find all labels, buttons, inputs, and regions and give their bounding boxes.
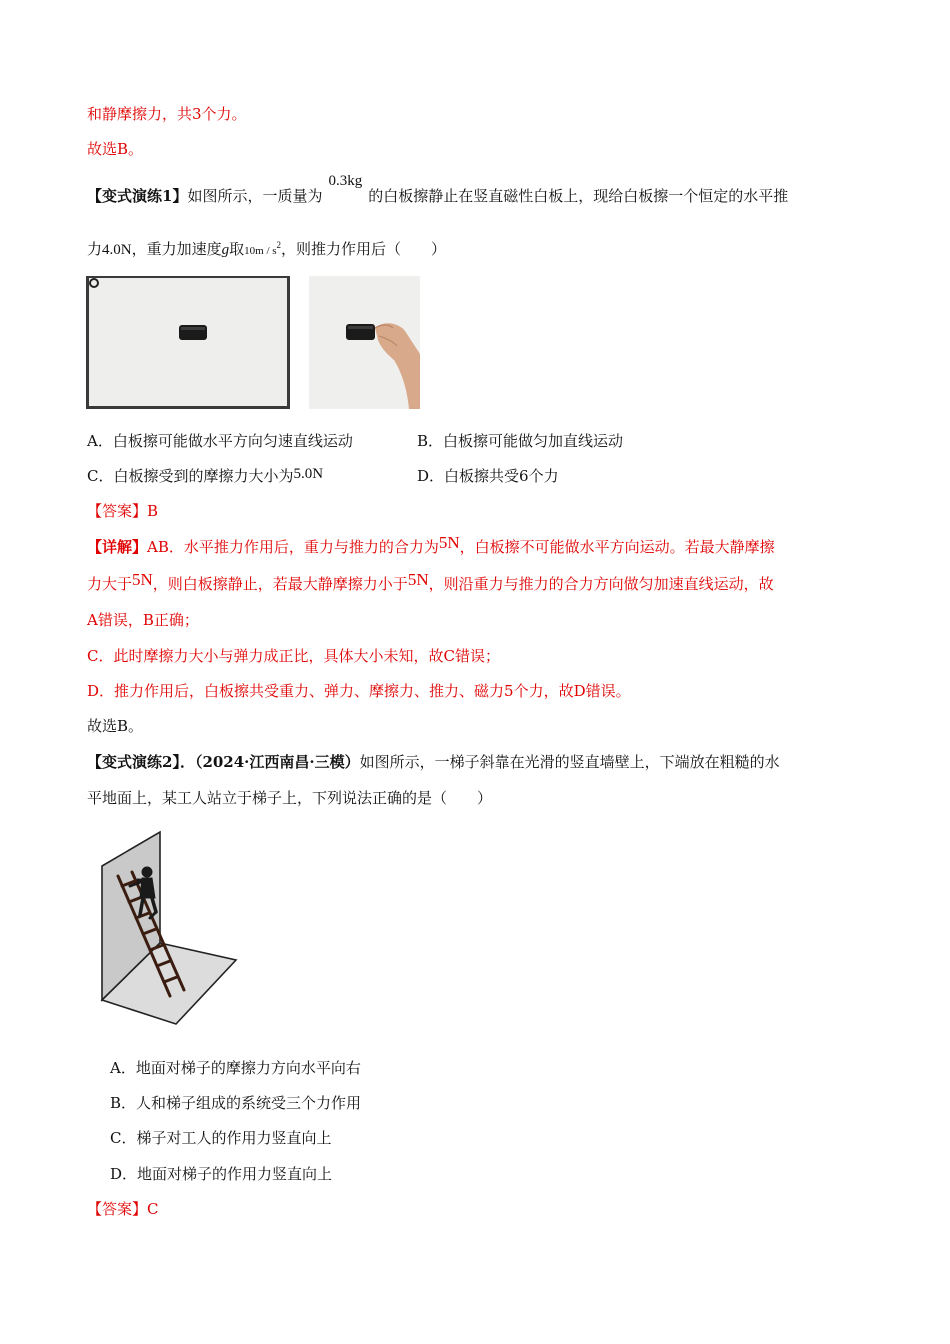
q2-option-d: D．地面对梯子的作用力竖直向上 (110, 1165, 333, 1183)
q1-accel: 10m / s (244, 245, 277, 257)
q1-explain-l2a: 力大于 (87, 575, 133, 593)
prev-conclusion: 故选B。 (87, 140, 144, 158)
q2-text1: 如图所示，一梯子斜靠在光滑的竖直墙壁上，下端放在粗糙的水 (359, 753, 780, 771)
q2-option-c: C．梯子对工人的作用力竖直向上 (110, 1129, 332, 1147)
q1-explain-line5: D．推力作用后，白板擦共受重力、弹力、摩擦力、推力、磁力5个力，故D错误。 (87, 682, 631, 700)
q1-stem-line2 (87, 235, 446, 261)
q2-answer: 【答案】C (87, 1200, 159, 1218)
whiteboard-photo-pushed (309, 276, 420, 409)
q1-force: 4.0N (102, 242, 132, 258)
q1-explain-l1b: ，白板擦不可能做水平方向运动。若最大静摩擦 (459, 538, 775, 556)
q1-explain-l1a: AB．水平推力作用后，重力与推力的合力为 (147, 538, 439, 556)
q1-mass: 0.3kg (328, 173, 363, 189)
q1-explain-l2c: ，则沿重力与推力的合力方向做匀加速直线运动，故 (428, 575, 774, 593)
q1-option-a: A．白板擦可能做水平方向匀速直线运动 (87, 432, 353, 450)
q1-option-c-value: 5.0N (293, 466, 324, 482)
q1-explain-line3: A错误，B正确； (87, 611, 199, 629)
whiteboard-photo-static (86, 276, 290, 409)
q1-option-c (87, 466, 323, 487)
q1-explain-line1 (87, 533, 775, 557)
q1-conclusion: 故选B。 (87, 717, 144, 735)
q1-text2b: ，重力加速度 (131, 240, 222, 258)
q1-explain-l2b: ，则白板擦静止，若最大静摩擦力小于 (152, 575, 408, 593)
q1-explain-line2 (87, 570, 774, 594)
q1-option-d: D．白板擦共受6个力 (417, 467, 559, 485)
q1-g: g (221, 242, 230, 258)
q1-option-b: B．白板擦可能做匀加直线运动 (417, 432, 624, 450)
q1-explain-l2v2: 5N (407, 570, 429, 589)
q1-explain-l1v: 5N (438, 533, 460, 552)
q1-tag: 【变式演练1】 (87, 187, 188, 205)
q2-option-a: A．地面对梯子的摩擦力方向水平向右 (110, 1059, 361, 1077)
q2-stem-line2: 平地面上，某工人站立于梯子上，下列说法正确的是（ ） (87, 789, 493, 807)
q1-explain-tag: 【详解】 (87, 538, 148, 556)
q1-text1a: 如图所示，一质量为 (187, 187, 323, 205)
ladder-diagram-svg (100, 828, 240, 1028)
q2-option-b: B．人和梯子组成的系统受三个力作用 (110, 1094, 362, 1112)
q1-explain-l2v: 5N (132, 570, 153, 589)
q1-text2d: ，则推力作用后（ ） (281, 240, 447, 258)
q1-stem-line1 (87, 173, 789, 207)
q1-text1b: 的白板擦静止在竖直磁性白板上，现给白板擦一个恒定的水平推 (368, 187, 789, 205)
q2-stem-line1 (87, 752, 780, 772)
q1-option-c-text: C．白板擦受到的摩擦力大小为 (87, 467, 294, 485)
q1-text2a: 力 (87, 240, 103, 258)
q1-text2c: 取 (229, 240, 245, 258)
prev-solution-line: 和静摩擦力，共3个力。 (87, 105, 247, 123)
ladder-figure (100, 828, 240, 1028)
q1-accel-exp: 2 (276, 240, 282, 250)
q2-tag: 【变式演练2】．（2024·江西南昌·三模） (87, 753, 360, 771)
q1-explain-line4: C．此时摩擦力大小与弹力成正比，具体大小未知，故C错误； (87, 647, 500, 665)
q1-answer: 【答案】B (87, 502, 159, 520)
